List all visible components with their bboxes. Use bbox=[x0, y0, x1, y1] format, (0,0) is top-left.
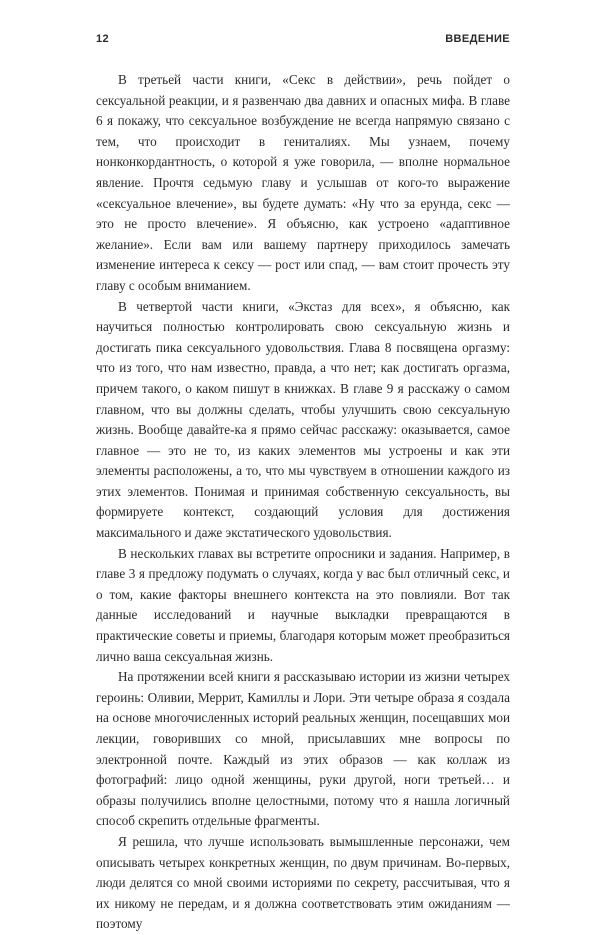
paragraph-2: В четвертой части книги, «Экстаз для всех», я объясню, как научиться полностью контролировать свою сексуальную жизнь и достигать пика сексуального удовольствия. Глава 8 посвящена оргазму: что из того, что нам известно, правда, а что нет; как достигать оргазма, причем такого, о каком пишут в книжках. В главе 9 я расскажу о самом главном, что вы должны сделать, чтобы улучшить свою сексуальную жизнь. Вообще давайте-ка я прямо сейчас расскажу: оказывается, самое главное — это не то, из каких элементов мы устроены и как эти элементы расположены, а то, что мы чувствуем в отношении каждого из этих элементов. Понимая и принимая собственную сексуальность, вы формируете контекст, создающий условия для достижения максимального и даже экстатического удовольствия. bbox=[96, 298, 510, 541]
body-text bbox=[96, 70, 510, 935]
paragraph-5: Я решила, что лучше использовать вымышленные персонажи, чем описывать четырех конкретных женщин, по двум причинам. Во-первых, люди делятся со мной своими историями по секрету, рассчитывая, что я их никому не передам, и я должна соответствовать этим ожиданиям — поэтому bbox=[96, 833, 510, 932]
chapter-title: ВВЕДЕНИЕ bbox=[445, 33, 510, 45]
paragraph-4: На протяжении всей книги я рассказываю истории из жизни четырех героинь: Оливии, Меррит, Камиллы и Лори. Эти четыре образа я создала на основе многочисленных историй реальных женщин, посещавших мои лекции, говоривших со мной, присылавших мне вопросы по электронной почте. Каждый из этих образов — как коллаж из фотографий: лицо одной женщины, руки другой, ноги третьей… и образы получились вполне целостными, потому что я нашла логичный способ скрепить отдельные фрагменты. bbox=[96, 669, 510, 829]
page-number: 12 bbox=[96, 33, 110, 45]
paragraph-1: В третьей части книги, «Секс в действии», речь пойдет о сексуальной реакции, и я развенчаю два давних и опасных мифа. В главе 6 я покажу, что сексуальное возбуждение не всегда напрямую связано с тем, что происходит в гениталиях. Мы узнаем, почему нонконкордантность, о которой я уже говорила, — вполне нормальное явление. Прочтя седьмую главу и услышав от кого-то выражение «сексуальное влечение», вы будете думать: «Ну что за ерунда, секс — это не просто влечение». Я объясню, как устроено «адаптивное желание». Если вам или вашему партнеру приходилось замечать изменение интереса к сексу — рост или спад, — вам стоит прочесть эту главу с особым вниманием. bbox=[96, 72, 510, 293]
paragraph-3: В нескольких главах вы встретите опросники и задания. Например, в главе 3 я предложу подумать о случаях, когда у вас был отличный секс, и о том, какие факторы внешнего контекста на это повлияли. Вот так данные исследований и научные выкладки превращаются в практические советы и приемы, благодаря которым может преобразиться лично ваша сексуальная жизнь. bbox=[96, 545, 510, 664]
running-header bbox=[96, 33, 510, 53]
